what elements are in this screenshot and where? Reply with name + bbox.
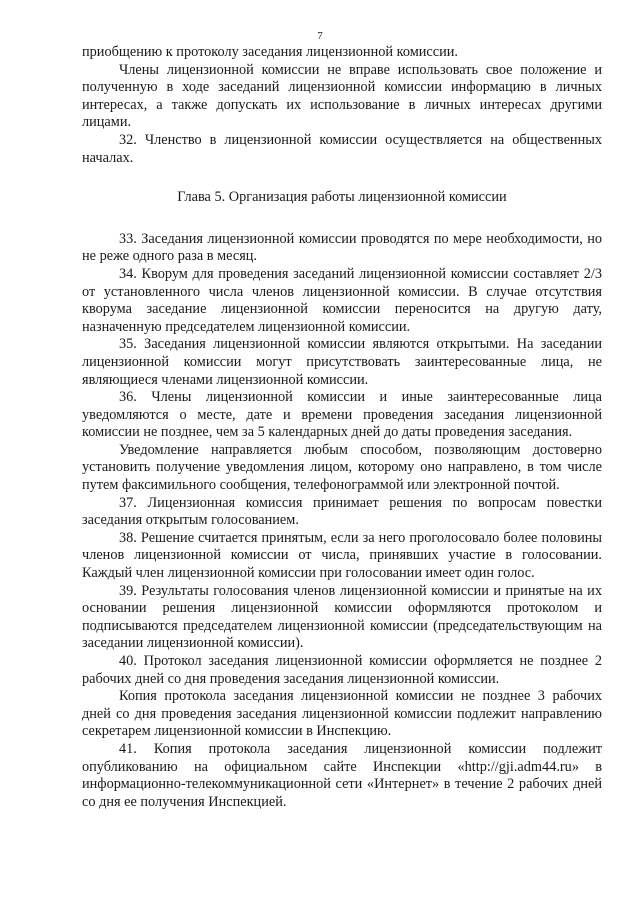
paragraph-39: 39. Результаты голосования членов лицензионной комиссии и принятые на их основании решения лицензионной комиссии оформляются протоколом и подписываются председателем лицензионной комиссии (председательствующим на заседании лицензионной комиссии). [82, 582, 602, 652]
paragraph-38: 38. Решение считается принятым, если за него проголосовало более половины членов лицензионной комиссии от числа, принявших участие в голосовании. Каждый член лицензионной комиссии при голосовании имеет один голос. [82, 529, 602, 582]
page-number: 7 [317, 30, 323, 42]
paragraph-protocol-copy: Копия протокола заседания лицензионной комиссии не позднее 3 рабочих дней со дня проведения заседания лицензионной комиссии подлежит направлению секретарем лицензионной комиссии в Инспекцию. [82, 688, 602, 740]
paragraph-40: 40. Протокол заседания лицензионной комиссии оформляется не позднее 2 рабочих дней со дня проведения заседания лицензионной комиссии. [82, 653, 602, 687]
paragraph-members-restriction: Члены лицензионной комиссии не вправе использовать свое положение и полученную в ходе заседаний лицензионной комиссии информацию в личных интересах, а также допускать их использование в личных интересах другими лицами. [82, 61, 602, 131]
paragraph-33: 33. Заседания лицензионной комиссии проводятся по мере необходимости, но не реже одного раза в месяц. [82, 230, 602, 265]
paragraph-32: 32. Членство в лицензионной комиссии осуществляется на общественных началах. [82, 131, 602, 166]
paragraph-37: 37. Лицензионная комиссия принимает решения по вопросам повестки заседания открытым голосованием. [82, 494, 602, 529]
paragraph-notification: Уведомление направляется любым способом, позволяющим достоверно установить получение уведомления лицом, которому оно направлено, в том числе путем факсимильного сообщения, телефонограммой или электронной почтой. [82, 441, 602, 494]
paragraph-41: 41. Копия протокола заседания лицензионной комиссии подлежит опубликованию на официальном сайте Инспекции «http://gji.adm44.ru» в информационно-телекоммуникационной сети «Интернет» в течение 2 рабочих дней со дня ее получения Инспекцией. [82, 740, 602, 810]
paragraph-36: 36. Члены лицензионной комиссии и иные заинтересованные лица уведомляются о месте, дате и времени проведения заседания лицензионной комиссии не позднее, чем за 5 календарных дней до даты проведения заседания. [82, 389, 602, 441]
paragraph-35: 35. Заседания лицензионной комиссии являются открытыми. На заседании лицензионной комиссии могут присутствовать заинтересованные лица, не являющиеся членами лицензионной комиссии. [82, 336, 602, 388]
document-body [82, 44, 602, 811]
paragraph-34: 34. Кворум для проведения заседаний лицензионной комиссии составляет 2/3 от установленного числа членов лицензионной комиссии. В случае отсутствия кворума заседание лицензионной комиссии переносится на другую дату, назначенную председателем лицензионной комиссии. [82, 265, 602, 335]
chapter-title: Глава 5. Организация работы лицензионной комиссии [177, 189, 507, 206]
paragraph-continuation: приобщению к протоколу заседания лицензионной комиссии. [82, 44, 458, 60]
